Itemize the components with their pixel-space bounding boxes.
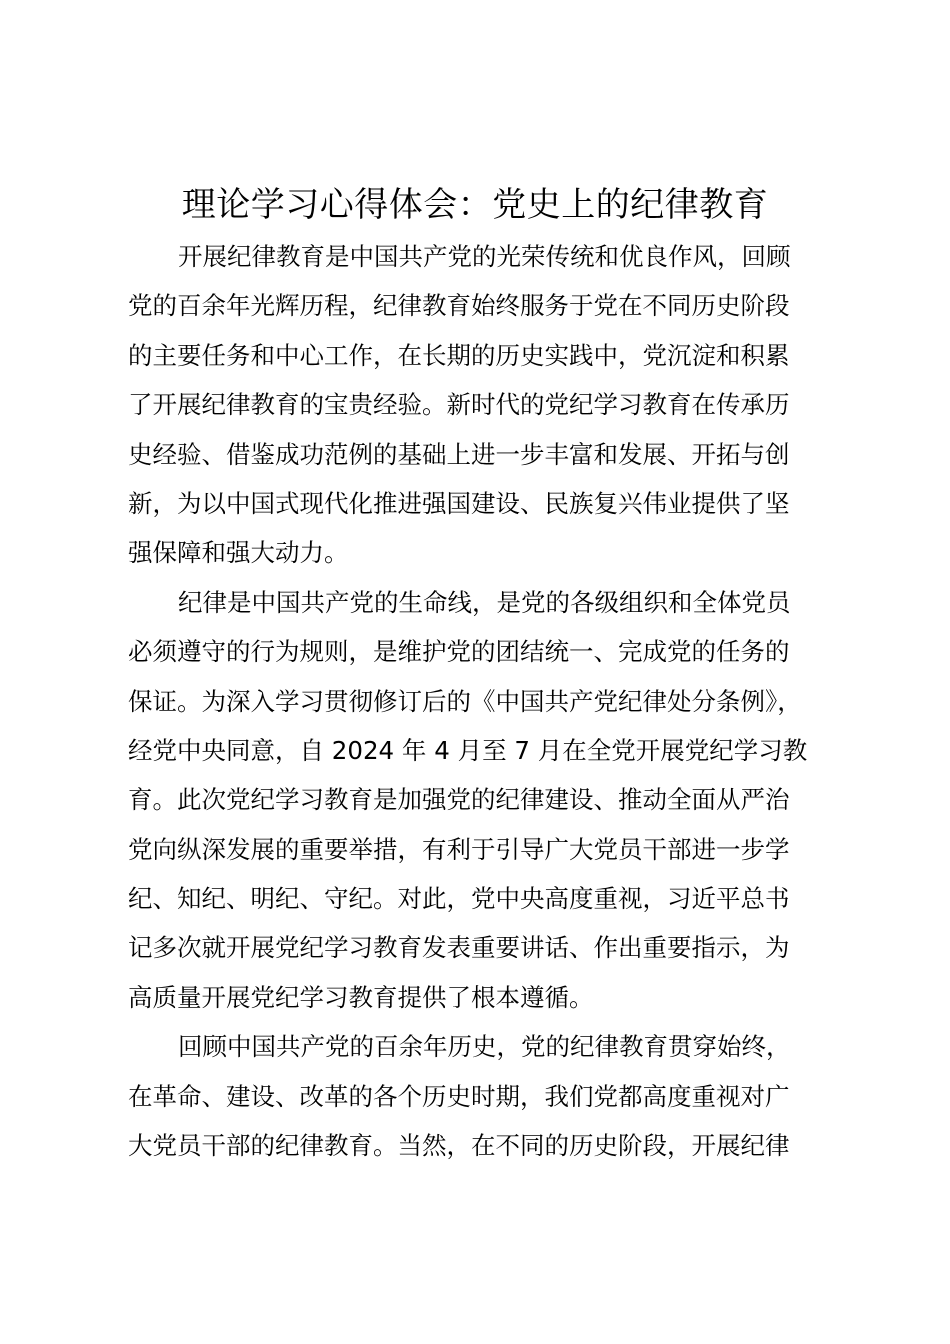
text-line: 在革命、建设、改革的各个历史时期，我们党都高度重视对广 [128, 1081, 790, 1111]
text-line: 必须遵守的行为规则，是维护党的团结统一、完成党的任务的 [128, 637, 790, 667]
text-line: 高质量开展党纪学习教育提供了根本遵循。 [128, 982, 594, 1012]
text-line: 记多次就开展党纪学习教育发表重要讲话、作出重要指示，为 [128, 933, 790, 963]
text-line: 纪律是中国共产党的生命线，是党的各级组织和全体党员 [178, 587, 791, 617]
text-line: 史经验、借鉴成功范例的基础上进一步丰富和发展、开拓与创 [128, 439, 790, 469]
document-title: 理论学习心得体会：党史上的纪律教育 [181, 185, 769, 225]
text-line: 强保障和强大动力。 [128, 538, 349, 568]
document-body [128, 232, 838, 1170]
text-line: 的主要任务和中心工作，在长期的历史实践中，党沉淀和积累 [128, 340, 790, 370]
text-line: 了开展纪律教育的宝贵经验。新时代的党纪学习教育在传承历 [128, 390, 790, 420]
text-line: 回顾中国共产党的百余年历史，党的纪律教育贯穿始终， [178, 1032, 791, 1062]
text-line: 经党中央同意，自 2024 年 4 月至 7 月在全党开展党纪学习教 [128, 735, 808, 765]
text-line: 新，为以中国式现代化推进强国建设、民族复兴伟业提供了坚 [128, 488, 790, 518]
text-line: 保证。为深入学习贯彻修订后的《中国共产党纪律处分条例》， [128, 686, 802, 716]
text-line: 育。此次党纪学习教育是加强党的纪律建设、推动全面从严治 [128, 785, 790, 815]
text-line: 党向纵深发展的重要举措，有利于引导广大党员干部进一步学 [128, 834, 790, 864]
text-line: 开展纪律教育是中国共产党的光荣传统和优良作风，回顾 [178, 242, 791, 271]
text-line: 党的百余年光辉历程，纪律教育始终服务于党在不同历史阶段 [128, 291, 790, 321]
text-line: 纪、知纪、明纪、守纪。对此，党中央高度重视，习近平总书 [128, 884, 790, 914]
text-line: 大党员干部的纪律教育。当然，在不同的历史阶段，开展纪律 [128, 1131, 790, 1161]
